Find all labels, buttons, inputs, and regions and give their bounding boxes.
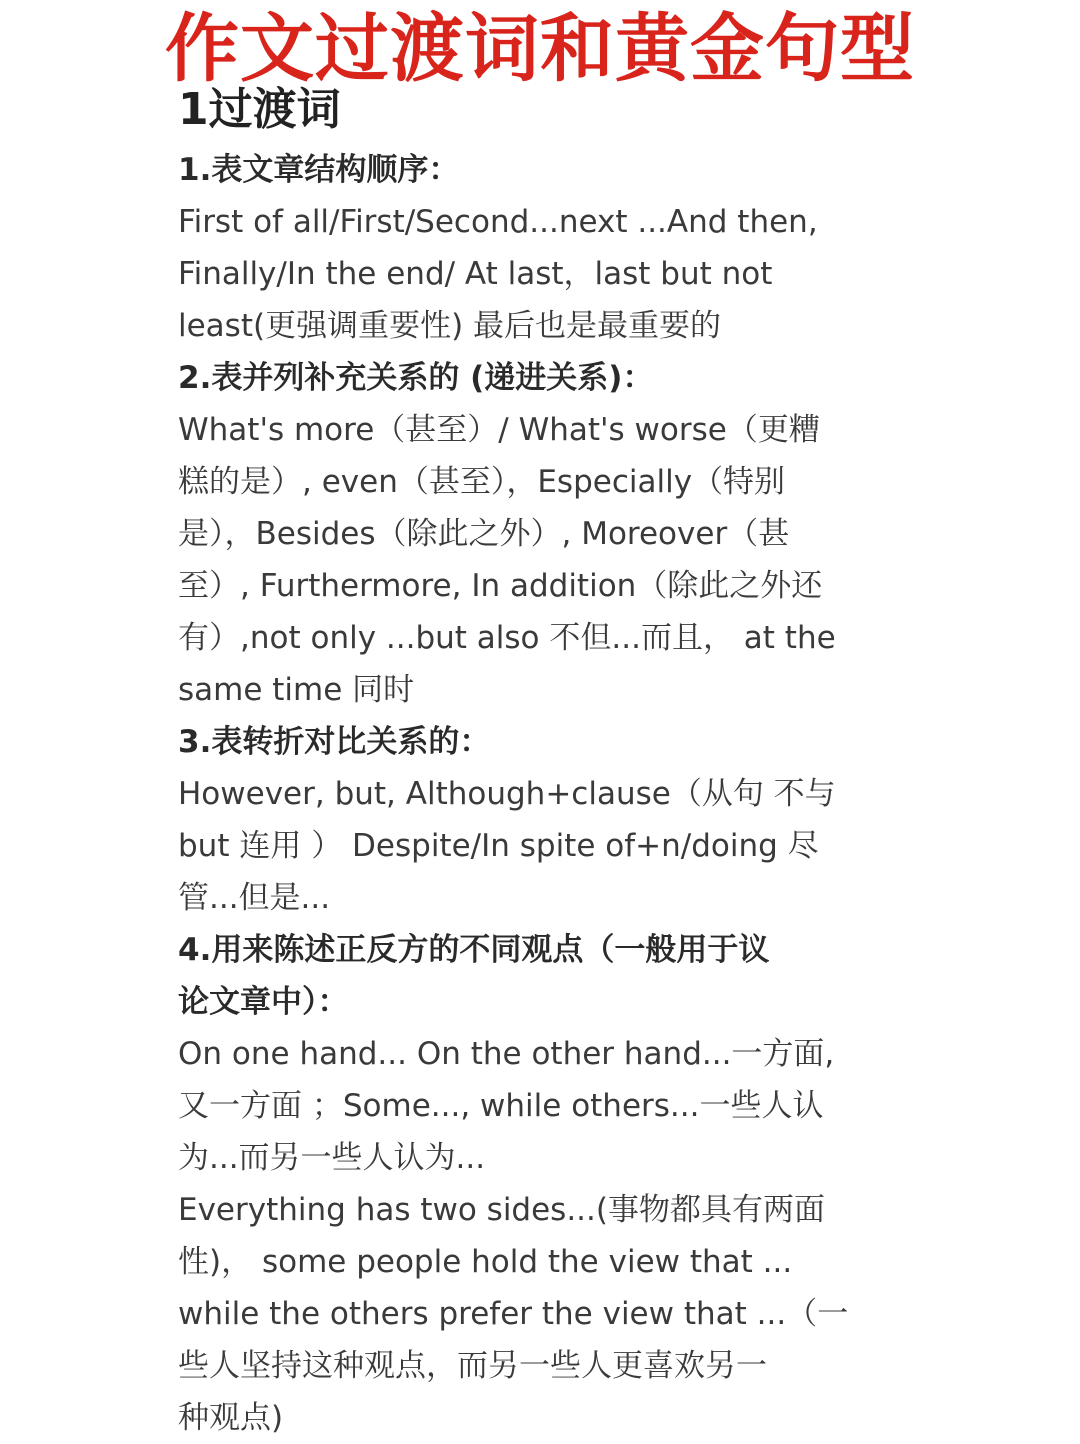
text-line: 糕的是）, even（甚至），Especially（特别 <box>178 464 786 500</box>
section-heading: 1过渡词 <box>178 84 341 135</box>
text-line: 是），Besides（除此之外）, Moreover（甚 <box>178 516 790 552</box>
text-line: 性)， some people hold the view that ... <box>178 1244 793 1280</box>
text-line: Finally/In the end/ At last，last but not <box>178 256 773 292</box>
group-contrast-relation <box>178 716 908 924</box>
text-line: On one hand... On the other hand...一方面, <box>178 1036 835 1072</box>
text-line: 为...而另一些人认为... <box>178 1140 486 1176</box>
text-line: What's more（甚至）/ What's worse（更糟 <box>178 412 820 448</box>
document-body <box>178 84 908 1444</box>
group-heading: 4.用来陈述正反方的不同观点（一般用于议 <box>178 932 770 968</box>
page-title: 作文过渡词和黄金句型 <box>165 6 915 92</box>
group-opposing-views <box>178 924 908 1444</box>
text-line: same time 同时 <box>178 672 415 708</box>
text-line: while the others prefer the view that ...（一 <box>178 1296 849 1332</box>
text-line: First of all/First/Second...next ...And then, <box>178 204 818 240</box>
text-line: 种观点) <box>178 1400 284 1436</box>
group-heading: 1.表文章结构顺序： <box>178 152 460 188</box>
text-line: but 连用 ） Despite/In spite of+n/doing 尽 <box>178 828 819 864</box>
group-heading: 3.表转折对比关系的： <box>178 724 491 760</box>
group-heading: 论文章中）： <box>178 984 349 1020</box>
text-line: 有）,not only ...but also 不但...而且， at the <box>178 620 836 656</box>
group-progressive-relation <box>178 352 908 716</box>
text-line: Everything has two sides...(事物都具有两面 <box>178 1192 825 1228</box>
group-heading: 2.表并列补充关系的 (递进关系)： <box>178 360 654 396</box>
group-structure-order <box>178 144 908 352</box>
text-line: least(更强调重要性) 最后也是最重要的 <box>178 308 722 344</box>
text-line: 至）, Furthermore, In addition（除此之外还 <box>178 568 823 604</box>
text-line: However, but, Although+clause（从句 不与 <box>178 776 836 812</box>
text-line: 管...但是... <box>178 880 331 916</box>
text-line: 又一方面 ；Some..., while others...一些人认 <box>178 1088 824 1124</box>
text-line: 些人坚持这种观点，而另一些人更喜欢另一 <box>178 1348 767 1384</box>
